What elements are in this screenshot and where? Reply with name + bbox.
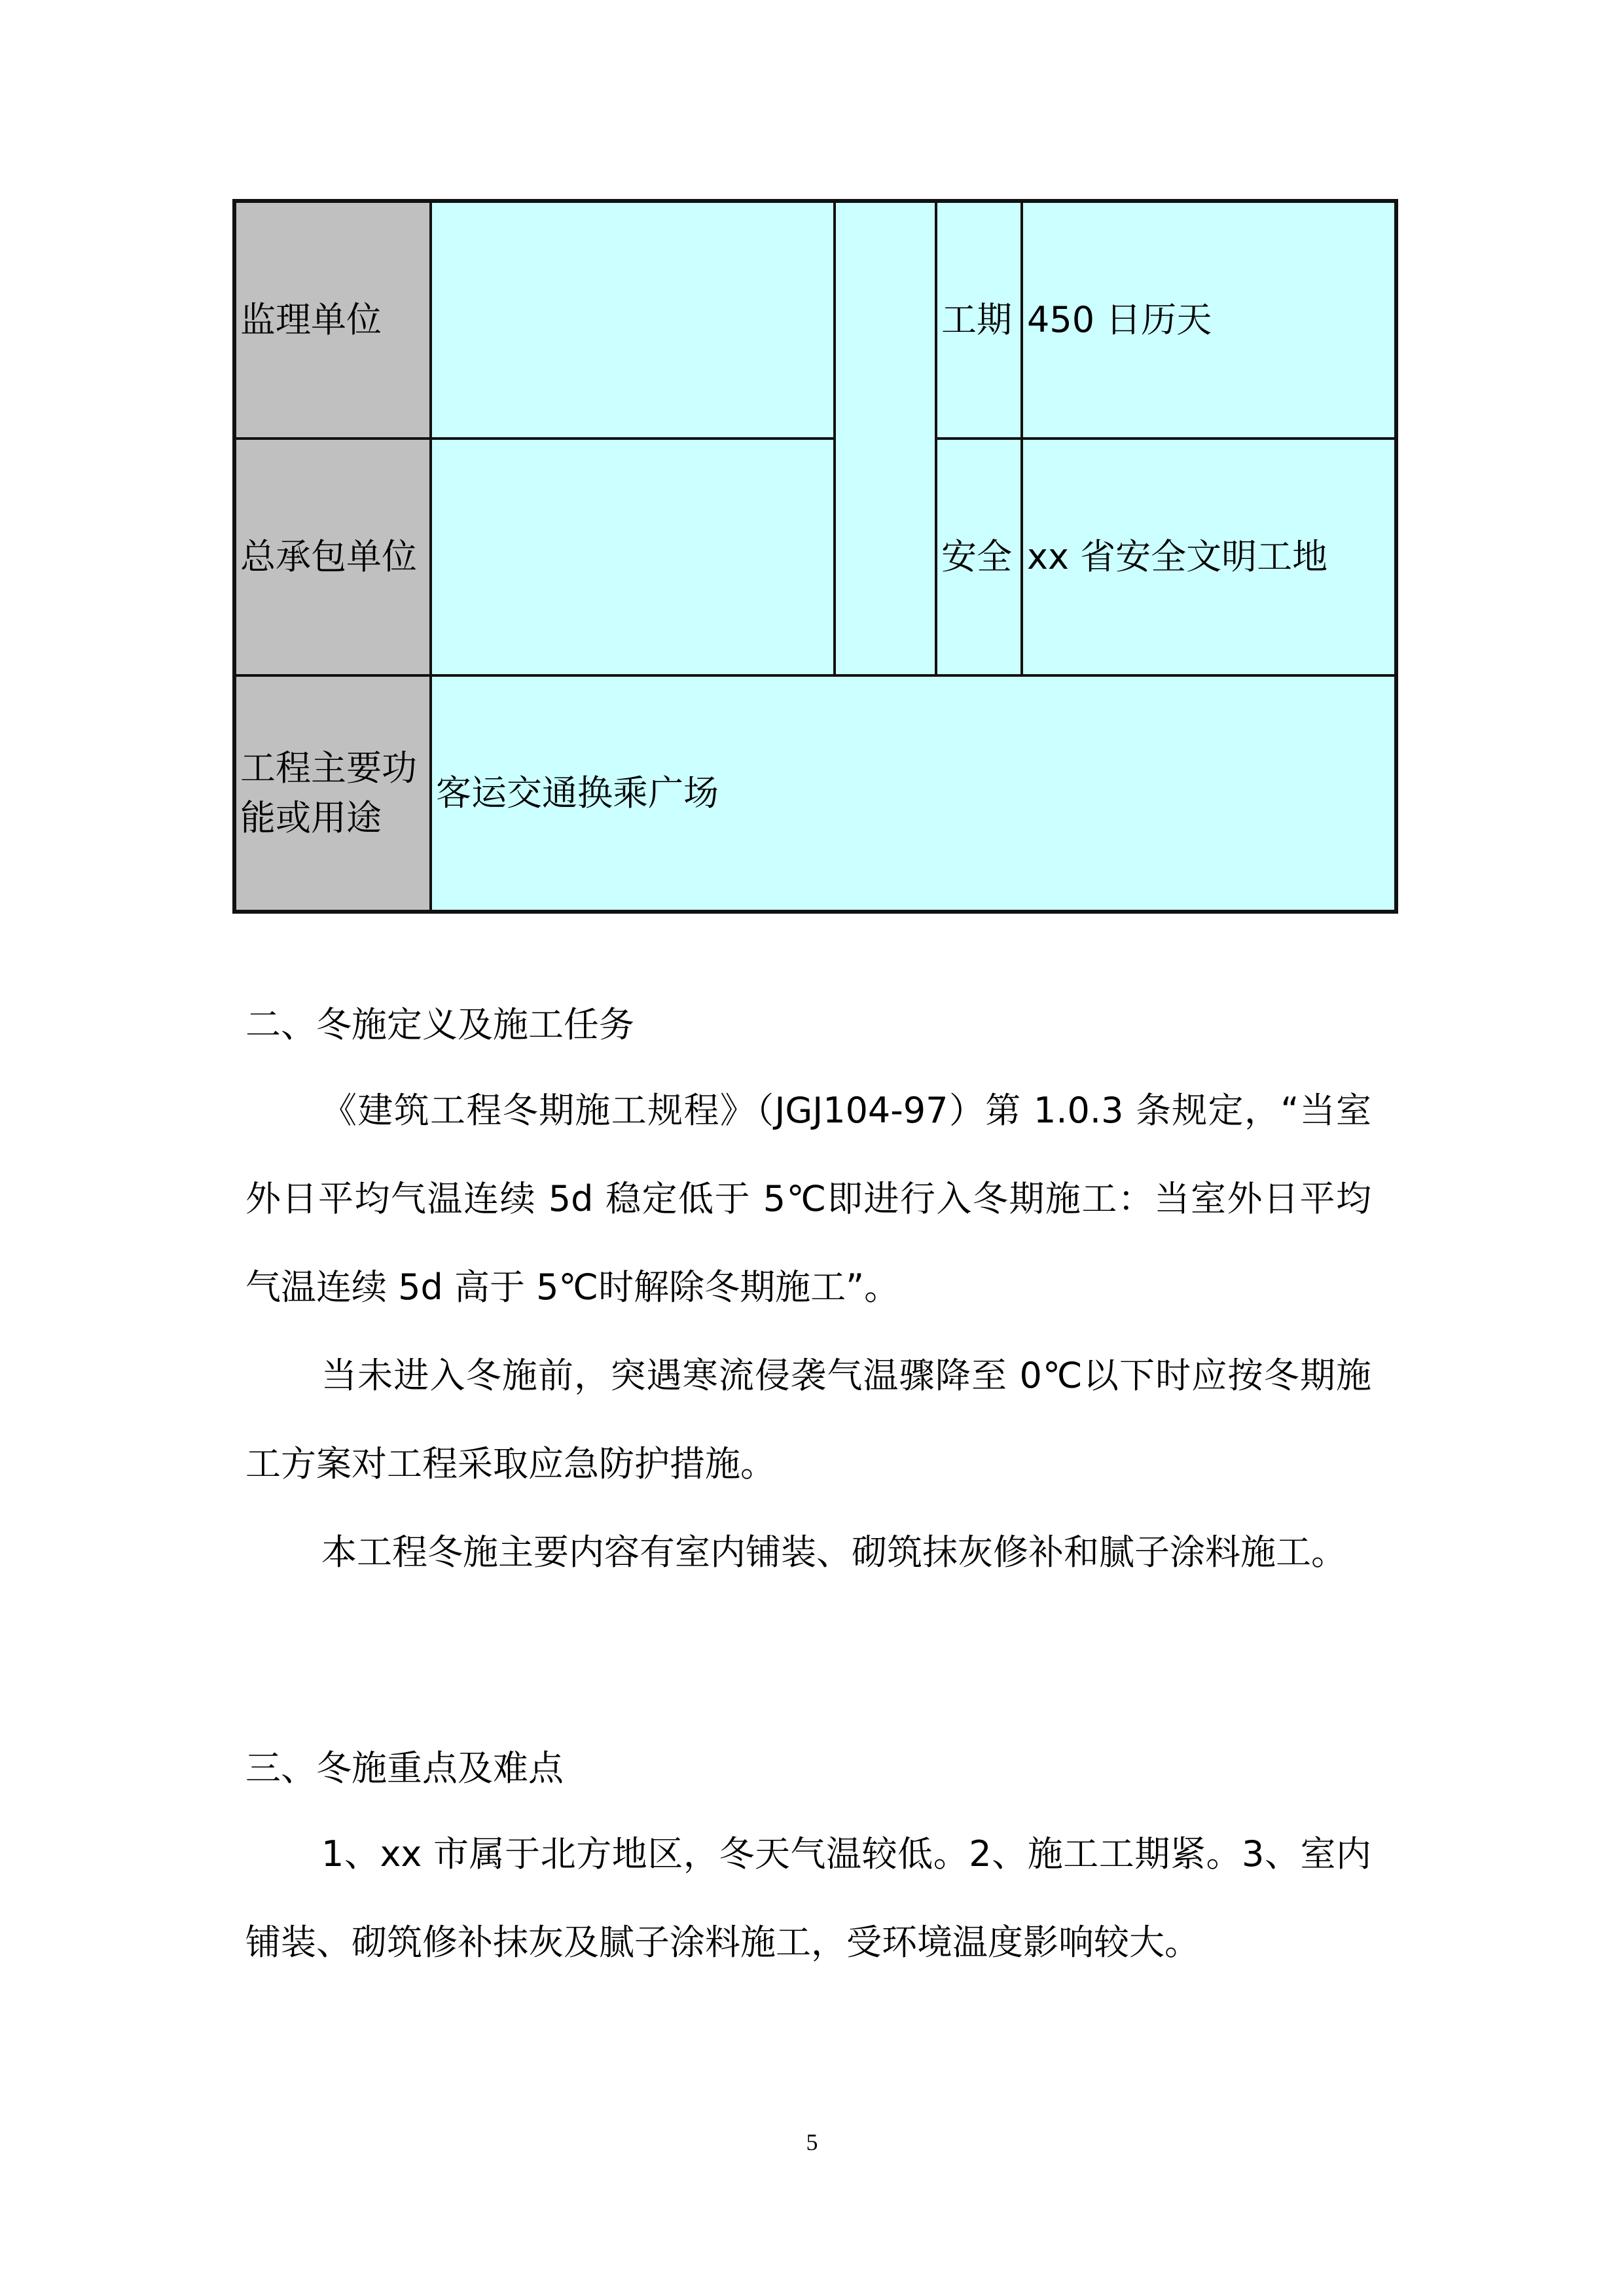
section-2-paragraph-1: 《建筑工程冬期施工规程》（JGJ104-97）第 1.0.3 条规定，“当室外日平均气温连续 5d 稳定低于 5℃即进行入冬期施工：当室外日平均气温连续 5d 高于 5℃时解除冬期施工”。 — [245, 1090, 1371, 1308]
supervisor-label-cell — [234, 200, 432, 440]
section-3-paragraph-1: 1、xx 市属于北方地区，冬天气温较低。2、施工工期紧。3、室内铺装、砌筑修补抹灰及腻子涂料施工，受环境温度影响较大。 — [245, 1833, 1371, 1963]
page-number: 5 — [806, 2129, 818, 2155]
supervisor-label: 监理单位 — [240, 299, 382, 340]
duration-label-cell — [935, 200, 1023, 440]
safety-label-cell — [935, 437, 1023, 677]
contractor-label-cell — [234, 437, 432, 677]
safety-value: xx 省安全文明工地 — [1027, 536, 1328, 577]
contractor-label: 总承包单位 — [240, 536, 417, 577]
function-value: 客运交通换乘广场 — [436, 772, 719, 814]
supervisor-value-cell — [429, 200, 836, 440]
duration-label: 工期 — [941, 299, 1012, 340]
section-2-paragraph-3: 本工程冬施主要内容有室内铺装、砌筑抹灰修补和腻子涂料施工。 — [321, 1532, 1346, 1573]
section-2-paragraph-2: 当未进入冬施前，突遇寒流侵袭气温骤降至 0℃以下时应按冬期施工方案对工程采取应急防护措施。 — [245, 1355, 1371, 1484]
function-label: 工程主要功能或用途 — [240, 747, 417, 838]
duration-value-cell — [1020, 200, 1397, 440]
function-value-cell — [429, 674, 1397, 912]
safety-value-cell — [1020, 437, 1397, 677]
function-label-cell — [234, 674, 432, 912]
duration-value: 450 日历天 — [1027, 299, 1212, 340]
safety-label: 安全 — [941, 536, 1012, 577]
middle-cell — [833, 200, 937, 677]
section-3-heading: 三、冬施重点及难点 — [245, 1748, 564, 1789]
section-2-heading: 二、冬施定义及施工任务 — [245, 1004, 634, 1045]
contractor-value-cell — [429, 437, 836, 677]
